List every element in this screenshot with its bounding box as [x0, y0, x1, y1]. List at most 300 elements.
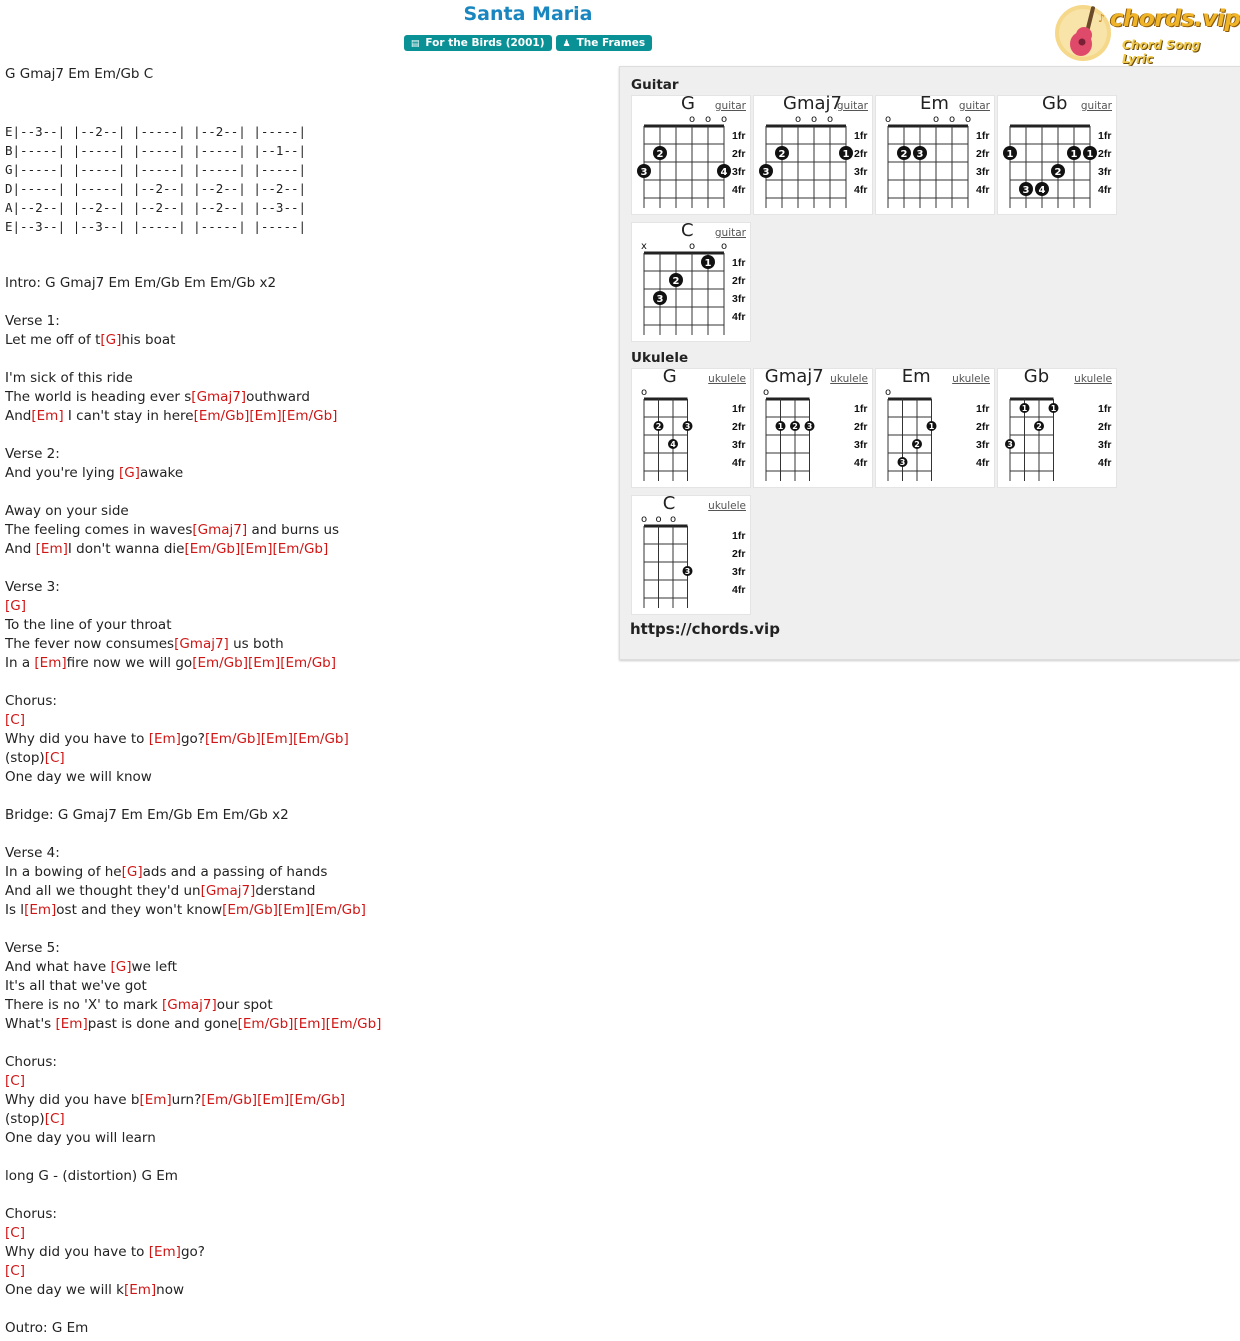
chord-marker[interactable]: [Em]: [247, 655, 281, 671]
lyric-text: we left: [131, 959, 178, 975]
chord-marker[interactable]: [Em]: [293, 1016, 326, 1032]
finger-number: 2: [792, 422, 798, 431]
guitar-heading: Guitar: [631, 77, 679, 93]
chord-diagram-guitar-c[interactable]: [631, 222, 751, 342]
lyric-text: fire now we will go: [66, 655, 193, 671]
finger-number: 4: [1038, 185, 1046, 196]
lyric-text: awake: [139, 465, 184, 481]
fret-label: 1fr: [732, 257, 746, 269]
finger-number: 4: [670, 440, 676, 449]
lyric-line: [5, 464, 605, 483]
artist-badge-label: The Frames: [576, 37, 646, 49]
lyric-text: (stop): [5, 1111, 45, 1127]
chord-marker[interactable]: [G]: [100, 332, 122, 348]
chord-marker[interactable]: [G]: [110, 959, 132, 975]
lyric-line: [5, 882, 605, 901]
lyric-text: us both: [228, 636, 284, 652]
fret-label: 3fr: [1098, 166, 1112, 178]
lyric-line: [5, 692, 605, 711]
fret-label: 2fr: [854, 148, 868, 160]
finger-number: 1: [1070, 149, 1078, 160]
finger-number: 1: [1050, 404, 1057, 413]
lyric-line: [5, 1262, 605, 1281]
lyric-line: [5, 635, 605, 654]
fret-label: 2fr: [1098, 421, 1112, 433]
chord-name: Gb: [1042, 93, 1068, 114]
tab-line: D|-----| |-----| |--2--| |--2--| |--2--|: [5, 181, 307, 196]
fret-label: 3fr: [732, 293, 746, 305]
lyric-line: [5, 825, 605, 844]
fret-label: 3fr: [854, 439, 868, 451]
lyric-text: The world is heading ever s: [5, 389, 192, 405]
lyric-text: In a: [5, 655, 35, 671]
lyric-text: One day we will k: [5, 1282, 124, 1298]
finger-number: 1: [777, 422, 784, 431]
lyric-text: our spot: [216, 997, 273, 1013]
chord-name: Gb: [1023, 366, 1050, 387]
lyric-text: What's: [5, 1016, 56, 1032]
finger-number: 3: [1022, 185, 1030, 196]
lyric-line: [5, 768, 605, 787]
open-string-marker: o: [948, 114, 956, 125]
lyric-text: And all we thought they'd un: [5, 883, 201, 899]
lyric-text: It's all that we've got: [5, 978, 147, 994]
instrument-link[interactable]: guitar: [958, 100, 990, 112]
chord-marker[interactable]: [Em/Gb]: [184, 541, 241, 557]
lyric-line: [5, 787, 605, 806]
lyric-line: [5, 122, 605, 141]
open-string-marker: o: [810, 114, 818, 125]
finger-number: 3: [762, 167, 770, 178]
lyric-text: (stop): [5, 750, 45, 766]
lyric-text: Chorus:: [5, 693, 57, 709]
lyric-line: [5, 1167, 605, 1186]
finger-number: 2: [656, 149, 664, 160]
lyric-text: G Gmaj7 Em Em/Gb C: [5, 66, 154, 82]
instrument-link[interactable]: ukulele: [1074, 373, 1112, 385]
open-string-marker: o: [655, 514, 662, 525]
chord-marker[interactable]: [Em/Gb]: [272, 541, 329, 557]
chord-marker[interactable]: [Em]: [249, 408, 282, 424]
lyric-line: [5, 749, 605, 768]
chord-diagram-guitar-em[interactable]: [875, 95, 995, 215]
lyric-line: [5, 1053, 605, 1072]
lyric-line: [5, 1186, 605, 1205]
lyric-text: The feeling comes in waves: [5, 522, 193, 538]
instrument-link[interactable]: guitar: [836, 100, 868, 112]
lyric-line: [5, 806, 605, 825]
chord-diagram-guitar-gb[interactable]: [997, 95, 1117, 215]
open-string-marker: o: [932, 114, 940, 125]
tab-line: A|--2--| |--2--| |--2--| |--2--| |--3--|: [5, 200, 307, 215]
tab-line: E|--3--| |--3--| |-----| |-----| |-----|: [5, 219, 307, 234]
chord-marker[interactable]: [Em/Gb]: [292, 731, 349, 747]
finger-number: 3: [640, 167, 648, 178]
finger-number: 1: [842, 149, 850, 160]
lyric-line: [5, 996, 605, 1015]
finger-number: 1: [928, 422, 935, 431]
fretboard: [632, 496, 750, 614]
fret-label: 1fr: [1098, 403, 1112, 415]
lyric-line: [5, 901, 605, 920]
lyric-line: [5, 483, 605, 502]
lyric-line: [5, 597, 605, 616]
fret-label: 3fr: [732, 166, 746, 178]
chord-diagram-guitar-gmaj7[interactable]: [753, 95, 873, 215]
fret-label: 1fr: [976, 403, 990, 415]
lyric-line: [5, 445, 605, 464]
finger-number: 2: [900, 149, 908, 160]
open-string-marker: o: [826, 114, 834, 125]
lyric-line: [5, 616, 605, 635]
chord-name: G: [681, 93, 695, 114]
lyric-text: To the line of your throat: [5, 617, 172, 633]
finger-number: 3: [899, 458, 906, 467]
chord-marker[interactable]: [Em/Gb]: [201, 1092, 258, 1108]
chord-diagram-ukulele-g[interactable]: [631, 368, 751, 488]
fret-label: 1fr: [854, 130, 868, 142]
lyric-line: [5, 1300, 605, 1319]
lyric-line: [5, 1091, 605, 1110]
chord-marker[interactable]: [Em]: [31, 408, 64, 424]
lyric-text: Intro: G Gmaj7 Em Em/Gb Em Em/Gb x2: [5, 275, 277, 291]
lyric-text: I don't wanna die: [67, 541, 185, 557]
lyric-text: go?: [180, 731, 205, 747]
fret-label: 4fr: [732, 184, 746, 196]
open-string-marker: o: [688, 114, 696, 125]
lyric-line: [5, 293, 605, 312]
instrument-link[interactable]: ukulele: [830, 373, 868, 385]
chord-name: Em: [901, 366, 931, 387]
lyric-line: [5, 236, 605, 255]
open-string-marker: o: [688, 241, 696, 252]
chord-marker[interactable]: [Gmaj7]: [174, 636, 229, 652]
lyric-text: And you're lying: [5, 465, 119, 481]
chord-marker[interactable]: [G]: [5, 598, 26, 614]
lyric-text: ads and a passing of hands: [142, 864, 328, 880]
finger-number: 2: [655, 422, 662, 431]
fret-label: 4fr: [732, 584, 746, 596]
lyric-line: [5, 863, 605, 882]
chord-diagram-guitar-g[interactable]: [631, 95, 751, 215]
chord-diagram-ukulele-c[interactable]: [631, 495, 751, 615]
lyric-text: and burns us: [247, 522, 340, 538]
lyric-text: The fever now consumes: [5, 636, 175, 652]
guitar-icon: [1054, 2, 1114, 64]
lyric-line: [5, 1015, 605, 1034]
open-string-marker: o: [640, 514, 648, 525]
tab-line: B|-----| |-----| |-----| |-----| |--1--|: [5, 143, 307, 158]
lyric-line: [5, 1205, 605, 1224]
open-string-marker: o: [669, 514, 677, 525]
tab-line: E|--3--| |--2--| |-----| |--2--| |-----|: [5, 124, 307, 139]
finger-number: 3: [684, 567, 691, 576]
lyric-text: ost and they won't know: [56, 902, 223, 918]
lyric-text: One day you will learn: [5, 1130, 156, 1146]
open-string-marker: o: [720, 241, 728, 252]
chord-marker[interactable]: [Gmaj7]: [200, 883, 256, 899]
lyric-text: derstand: [255, 883, 316, 899]
chord-marker[interactable]: [Em]: [35, 541, 68, 557]
chord-marker[interactable]: [Em/Gb]: [280, 655, 336, 671]
finger-number: 1: [1086, 149, 1094, 160]
finger-number: 4: [720, 167, 728, 178]
fret-label: 2fr: [976, 421, 990, 433]
fret-label: 4fr: [976, 184, 990, 196]
lyric-line: [5, 141, 605, 160]
chord-marker[interactable]: [Em/Gb]: [289, 1092, 346, 1108]
chord-marker[interactable]: [Em/Gb]: [281, 408, 338, 424]
chord-marker[interactable]: [Em]: [139, 1092, 172, 1108]
open-string-marker: o: [884, 387, 892, 398]
lyric-text: Verse 2:: [5, 446, 60, 462]
chord-marker[interactable]: [G]: [121, 864, 143, 880]
fret-label: 4fr: [976, 457, 990, 469]
lyric-text: urn?: [171, 1092, 202, 1108]
chord-marker[interactable]: [Em/Gb]: [204, 731, 261, 747]
open-string-marker: o: [794, 114, 802, 125]
chord-marker[interactable]: [C]: [5, 712, 25, 728]
chord-marker[interactable]: [Gmaj7]: [191, 389, 247, 405]
fret-label: 1fr: [732, 130, 746, 142]
lyric-line: [5, 274, 605, 293]
lyric-line: [5, 198, 605, 217]
fret-label: 1fr: [1098, 130, 1112, 142]
chord-name: Gmaj7: [783, 93, 842, 114]
fret-label: 4fr: [1098, 457, 1112, 469]
lyric-line: [5, 179, 605, 198]
lyric-text: past is done and gone: [87, 1016, 238, 1032]
lyric-line: [5, 350, 605, 369]
chord-marker[interactable]: [Em/Gb]: [192, 655, 248, 671]
lyric-text: Verse 1:: [5, 313, 60, 329]
fret-label: 4fr: [732, 311, 746, 323]
chord-marker[interactable]: [Em]: [240, 541, 273, 557]
instrument-link[interactable]: guitar: [1080, 100, 1112, 112]
lyric-line: [5, 578, 605, 597]
finger-number: 1: [704, 258, 712, 269]
fret-label: 2fr: [976, 148, 990, 160]
lyric-text: There is no 'X' to mark: [5, 997, 163, 1013]
lyric-line: [5, 160, 605, 179]
finger-number: 2: [1054, 167, 1062, 178]
lyric-line: [5, 559, 605, 578]
lyric-line: [5, 331, 605, 350]
lyric-line: [5, 939, 605, 958]
lyric-line: [5, 540, 605, 559]
chord-marker[interactable]: [Em]: [277, 902, 311, 918]
person-icon: ♟: [562, 39, 571, 49]
lyric-text: long G - (distortion) G Em: [5, 1168, 178, 1184]
fret-label: 2fr: [732, 275, 746, 287]
lyric-text: In a bowing of he: [5, 864, 122, 880]
open-string-marker: o: [964, 114, 972, 125]
fretboard: [998, 369, 1116, 487]
fret-label: 2fr: [732, 548, 746, 560]
lyric-line: [5, 1148, 605, 1167]
chord-marker[interactable]: [Em/Gb]: [193, 408, 250, 424]
fret-label: 2fr: [732, 421, 746, 433]
lyric-text: And: [5, 408, 32, 424]
lyric-text: Outro: G Em: [5, 1320, 89, 1336]
chord-marker[interactable]: [Em]: [257, 1092, 290, 1108]
chord-marker[interactable]: [Em]: [148, 731, 181, 747]
fret-label: 2fr: [1098, 148, 1112, 160]
lyric-line: [5, 1034, 605, 1053]
open-string-marker: o: [720, 114, 728, 125]
instrument-link[interactable]: guitar: [714, 227, 746, 239]
album-icon: ▤: [410, 39, 420, 49]
lyric-line: [5, 84, 605, 103]
lyric-text: One day we will know: [5, 769, 152, 785]
fret-label: 3fr: [732, 566, 746, 578]
open-string-marker: o: [762, 387, 770, 398]
lyric-line: [5, 920, 605, 939]
fret-label: 2fr: [732, 148, 746, 160]
chord-marker[interactable]: [Em/Gb]: [237, 1016, 294, 1032]
lyric-line: [5, 844, 605, 863]
instrument-link[interactable]: ukulele: [708, 373, 746, 385]
site-logo[interactable]: [1054, 2, 1240, 66]
chord-marker[interactable]: [Gmaj7]: [192, 522, 248, 538]
artist-badge[interactable]: [556, 35, 653, 51]
lyric-line: [5, 1072, 605, 1091]
chord-marker[interactable]: [Em/Gb]: [310, 902, 366, 918]
finger-number: 2: [778, 149, 786, 160]
muted-string-marker: x: [641, 241, 647, 252]
lyric-text: Why did you have to: [5, 1244, 149, 1260]
lyric-line: [5, 1281, 605, 1300]
instrument-link[interactable]: ukulele: [952, 373, 990, 385]
lyric-line: [5, 977, 605, 996]
svg-text:♪: ♪: [1098, 12, 1106, 25]
album-badge-label: For the Birds (2001): [425, 37, 545, 49]
fret-label: 4fr: [732, 457, 746, 469]
lyric-line: [5, 673, 605, 692]
lyric-text: Verse 3:: [5, 579, 60, 595]
lyric-text: Let me off of t: [5, 332, 101, 348]
finger-number: 1: [1021, 404, 1028, 413]
chord-marker[interactable]: [Em/Gb]: [222, 902, 278, 918]
logo-subtitle: Chord Song Lyric: [1122, 38, 1201, 66]
lyric-text: I'm sick of this ride: [5, 370, 133, 386]
chord-name: C: [662, 493, 676, 514]
lyric-text: go?: [180, 1244, 205, 1260]
instrument-link[interactable]: guitar: [714, 100, 746, 112]
fret-label: 4fr: [1098, 184, 1112, 196]
ukulele-heading: Ukulele: [631, 350, 689, 366]
lyric-text: Bridge: G Gmaj7 Em Em/Gb Em Em/Gb x2: [5, 807, 289, 823]
lyric-line: [5, 1224, 605, 1243]
fret-label: 1fr: [976, 130, 990, 142]
chord-marker[interactable]: [C]: [5, 1225, 25, 1241]
chord-diagram-ukulele-em[interactable]: [875, 368, 995, 488]
lyric-text: Verse 4:: [5, 845, 60, 861]
chord-name: G: [662, 366, 677, 387]
lyric-line: [5, 426, 605, 445]
fretboard: [632, 369, 750, 487]
fret-label: 3fr: [854, 166, 868, 178]
finger-number: 1: [1006, 149, 1014, 160]
chord-marker[interactable]: [Em]: [55, 1016, 88, 1032]
lyric-line: [5, 255, 605, 274]
lyric-text: outhward: [246, 389, 310, 405]
lyric-line: [5, 521, 605, 540]
chord-diagrams-panel: [619, 66, 1240, 660]
chord-marker[interactable]: [Em/Gb]: [325, 1016, 382, 1032]
finger-number: 3: [916, 149, 924, 160]
chord-marker[interactable]: [C]: [44, 1111, 65, 1127]
chord-diagram-ukulele-gb[interactable]: [997, 368, 1117, 488]
lyric-text: Why did you have b: [5, 1092, 140, 1108]
lyric-line: [5, 369, 605, 388]
chord-marker[interactable]: [Gmaj7]: [162, 997, 217, 1013]
lyric-line: [5, 103, 605, 122]
chord-marker[interactable]: [Em]: [123, 1282, 157, 1298]
chord-diagram-ukulele-gmaj7[interactable]: [753, 368, 873, 488]
chord-marker[interactable]: [C]: [5, 1073, 25, 1089]
fret-label: 1fr: [732, 530, 746, 542]
lyric-line: [5, 1319, 605, 1338]
finger-number: 2: [1036, 422, 1042, 431]
finger-number: 2: [914, 440, 920, 449]
chord-marker[interactable]: [Em]: [24, 902, 57, 918]
open-string-marker: o: [640, 387, 648, 398]
page-title: Santa Maria: [463, 3, 593, 25]
lyric-text: Verse 5:: [5, 940, 60, 956]
lyric-line: [5, 407, 605, 426]
lyric-text: And what have: [5, 959, 111, 975]
finger-number: 3: [1007, 440, 1013, 449]
lyric-line: [5, 217, 605, 236]
lyrics-body: [5, 65, 605, 1338]
fret-label: 4fr: [854, 457, 868, 469]
lyric-line: [5, 654, 605, 673]
open-string-marker: o: [884, 114, 892, 125]
chord-name: Gmaj7: [764, 366, 824, 387]
lyric-text: Chorus:: [5, 1206, 57, 1222]
chord-marker[interactable]: [Em]: [148, 1244, 181, 1260]
lyric-line: [5, 65, 605, 84]
site-link[interactable]: https://chords.vip: [630, 620, 780, 638]
lyric-line: [5, 1110, 605, 1129]
chord-marker[interactable]: [C]: [44, 750, 65, 766]
lyric-line: [5, 1129, 605, 1148]
chord-marker[interactable]: [C]: [5, 1263, 25, 1279]
finger-number: 3: [684, 422, 691, 431]
instrument-link[interactable]: ukulele: [708, 500, 746, 512]
lyric-text: I can't stay in here: [63, 408, 194, 424]
fret-label: 4fr: [854, 184, 868, 196]
chord-marker[interactable]: [Em]: [260, 731, 293, 747]
lyric-text: And: [5, 541, 36, 557]
lyric-line: [5, 1243, 605, 1262]
fret-label: 3fr: [1098, 439, 1112, 451]
album-badge[interactable]: [404, 35, 552, 51]
lyric-line: [5, 711, 605, 730]
chord-name: Em: [920, 93, 949, 114]
lyric-text: Away on your side: [5, 503, 129, 519]
chord-marker[interactable]: [G]: [118, 465, 140, 481]
lyric-line: [5, 502, 605, 521]
logo-text: chords.vip: [1110, 6, 1240, 32]
lyric-line: [5, 730, 605, 749]
chord-name: C: [681, 220, 694, 241]
fret-label: 3fr: [976, 166, 990, 178]
lyric-line: [5, 312, 605, 331]
chord-marker[interactable]: [Em]: [34, 655, 67, 671]
lyric-text: Chorus:: [5, 1054, 57, 1070]
